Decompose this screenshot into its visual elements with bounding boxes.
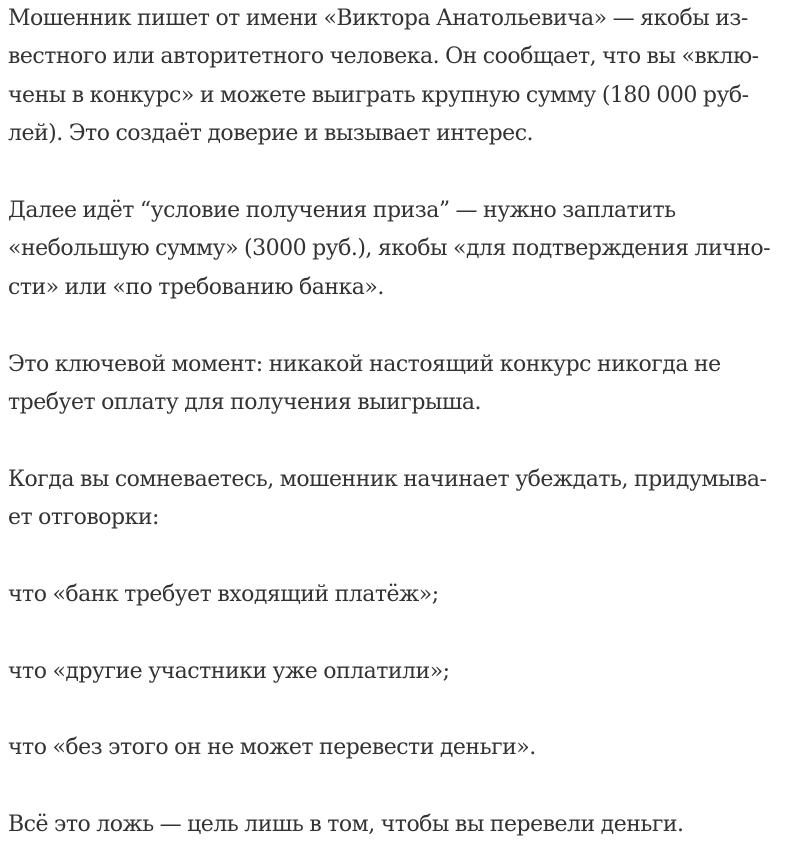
paragraph — [8, 192, 798, 307]
list-item — [8, 653, 798, 691]
paragraph — [8, 806, 798, 844]
paragraph — [8, 461, 798, 538]
text-line: что «банк требует входящий платёж»; — [8, 581, 439, 607]
text-line: Всё это ложь — цель лишь в том, чтобы вы перевели деньги. — [8, 812, 684, 838]
text-line: Мошенник пишет от имени «Виктора Анатольевича» — якобы из- — [8, 6, 748, 31]
paragraph-gap — [8, 154, 798, 192]
text-line: что «другие участники уже оплатили»; — [8, 658, 450, 684]
list-item — [8, 729, 798, 767]
text-line: вестного или авторитетного человека. Он сообщает, что вы «вклю- — [8, 44, 759, 70]
text-line: требует оплату для получения выигрыша. — [8, 389, 481, 415]
text-line: Когда вы сомневаетесь, мошенник начинает убеждать, придумыва- — [8, 466, 767, 492]
text-line: Это ключевой момент: никакой настоящий конкурс никогда не — [8, 351, 721, 377]
text-line: Далее идёт “условие получения приза” — нужно заплатить — [8, 197, 676, 223]
article-body — [8, 0, 798, 845]
text-line: «небольшую сумму» (3000 руб.), якобы «для подтверждения лично- — [8, 236, 771, 262]
text-line: ет отговорки: — [8, 505, 159, 531]
paragraph-gap — [8, 768, 798, 806]
text-line: чены в конкурс» и можете выиграть крупную сумму (180 000 руб- — [8, 82, 749, 108]
paragraph-gap — [8, 307, 798, 345]
paragraph — [8, 346, 798, 423]
list-item — [8, 576, 798, 614]
text-line: что «без этого он не может перевести деньги». — [8, 735, 536, 761]
paragraph-gap — [8, 422, 798, 460]
paragraph-gap — [8, 537, 798, 575]
paragraph-gap — [8, 691, 798, 729]
text-line: лей). Это создаёт доверие и вызывает интерес. — [8, 121, 534, 147]
paragraph-gap — [8, 614, 798, 652]
paragraph — [8, 0, 798, 154]
text-line: сти» или «по требованию банка». — [8, 274, 384, 300]
